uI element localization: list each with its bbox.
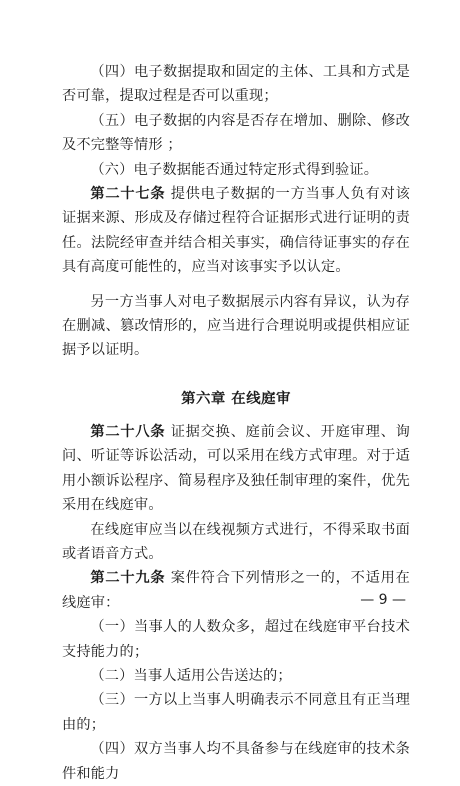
paragraph-item-6: （六）电子数据能否通过特定形式得到验证。 [90, 161, 379, 178]
document-body [62, 60, 410, 786]
paragraph-item-3: （三）一方以上当事人明确表示不同意且有正当理由的； [62, 692, 410, 733]
paragraph-item-1: （一）当事人的人数众多，超过在线庭审平台技术支持能力的； [62, 619, 410, 660]
article-28 [62, 420, 410, 518]
paragraph-item-5: （五）电子数据的内容是否存在增加、删除、修改及不完整等情形 ； [62, 112, 410, 154]
spacer [62, 280, 410, 290]
article-28-text: 证据交换、庭前会议、开庭审理、询问、听证等诉讼活动，可以采用在线方式审理。对于适用小额诉讼程序、简易程序及独任制审理的案件，优先采用在线庭审。 [62, 423, 410, 514]
paragraph-online-video: 在线庭审应当以在线视频方式进行，不得采取书面或者语音方式。 [62, 521, 410, 562]
article-27-text: 提供电子数据的一方当事人负有对该证据来源、形成及存储过程符合证据形式进行证明的责任。法院经审查并结合相关事实，确信待证事实的存在具有高度可能性的，应当对该事实予以认定。 [62, 186, 410, 276]
chapter-heading: 第六章 在线庭审 [181, 390, 291, 407]
paragraph-item-4b: （四）双方当事人均不具备参与在线庭审的技术条件和能力 [62, 741, 410, 782]
article-29-label: 第二十九条 [90, 570, 166, 587]
paragraph-objection: 另一方当事人对电子数据展示内容有异议，认为存在删减、篡改情形的，应当进行合理说明或提供相应证据予以证明。 [62, 293, 410, 359]
page-number: — 9 — [360, 592, 406, 608]
paragraph-item-4: （四）电子数据提取和固定的主体、工具和方式是否可靠，提取过程是否可以重现； [62, 64, 410, 105]
article-29-text: 案件符合下列情形之一的，不适用在线庭审： [62, 570, 410, 611]
article-27 [62, 182, 410, 280]
paragraph-item-2: （二）当事人适用公告送达的； [90, 667, 292, 684]
article-27-label: 第二十七条 [90, 186, 166, 203]
article-28-label: 第二十八条 [90, 423, 166, 440]
